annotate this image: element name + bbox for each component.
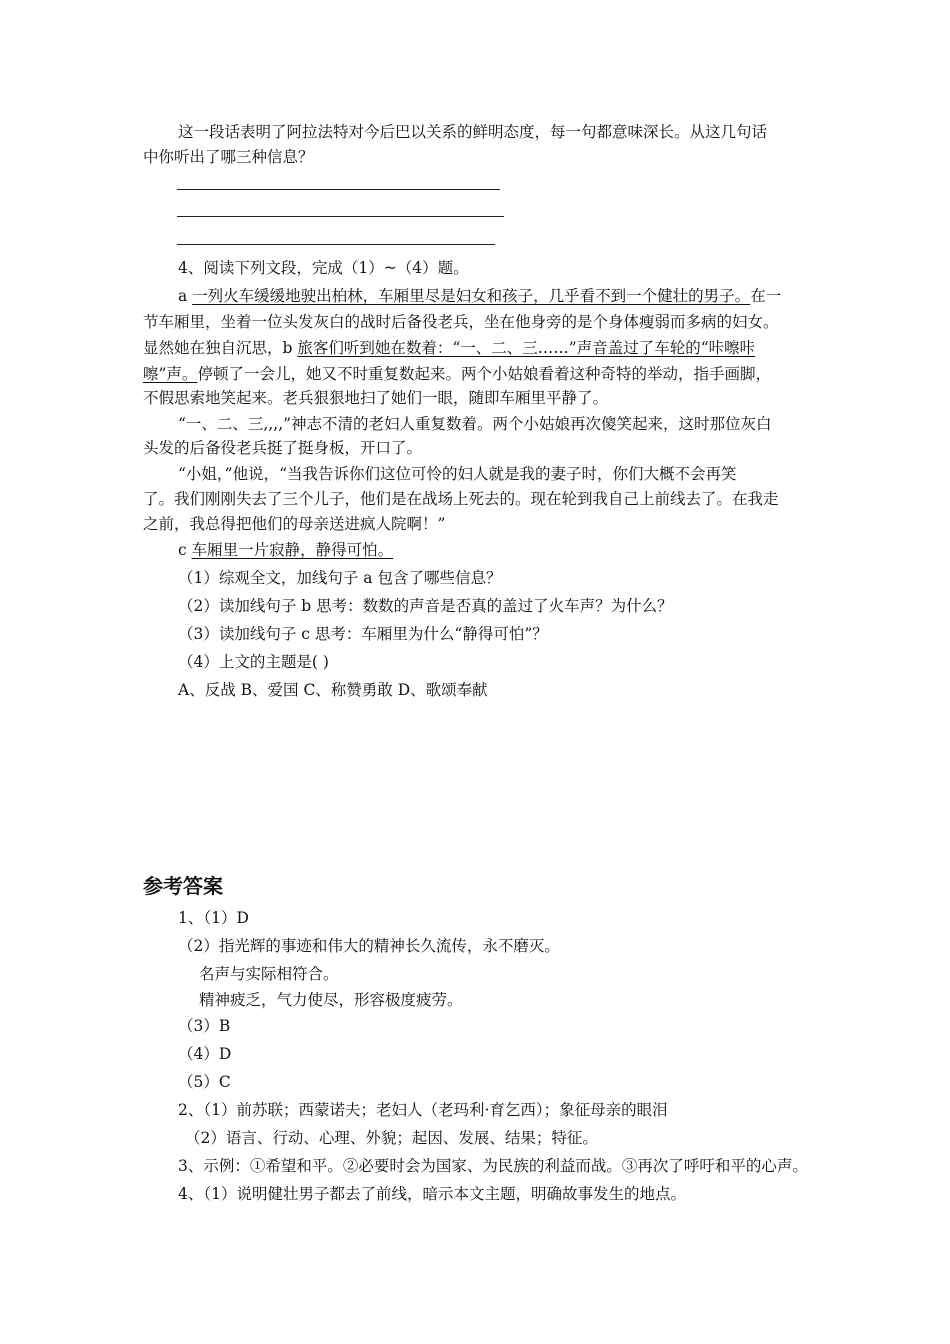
answer-blank-line-1 (177, 189, 500, 190)
answer-3: 3、示例：①希望和平。②必要时会为国家、为民族的利益而战。③再次了呼吁和平的心声。 (178, 1157, 808, 1175)
underlined-sentence-a: 一列火车缓缓地驶出柏林，车厢里尽是妇女和孩子，几乎看不到一个健壮的男子。 (192, 287, 751, 305)
passage-p1-line3 (143, 336, 755, 361)
sub-question-2: （2）读加线句子 b 思考：数数的声音是否真的盖过了火车声？为什么？ (178, 597, 673, 615)
answers-title: 参考答案 (143, 874, 223, 898)
passage-text: 显然她在独自沉思， (143, 339, 283, 357)
answer-1-5: （5）C (178, 1073, 231, 1091)
passage-p3-line2: 了。我们刚刚失去了三个儿子，他们是在战场上死去的。现在轮到我自己上前线去了。在我走 (143, 490, 779, 508)
sub-question-3: （3）读加线句子 c 思考：车厢里为什么“静得可怕”？ (178, 625, 548, 643)
passage-text: 停顿了一会儿，她又不时重复数起来。两个小姑娘看着这种奇特的举动，指手画脚， (197, 365, 771, 383)
passage-c-line (178, 538, 393, 563)
underlined-sentence-c: 车厢里一片寂静，静得可怕。 (191, 541, 394, 559)
answer-4-1: 4、（1）说明健壮男子都去了前线，暗示本文主题，明确故事发生的地点。 (178, 1185, 686, 1203)
underlined-sentence-b-end: 嚓”声。 (143, 365, 198, 383)
answer-blank-line-2 (177, 216, 504, 217)
passage-p3-line1: “小姐，”他说，“当我告诉你们这位可怜的妇人就是我的妻子时，你们大概不会再笑 (178, 465, 737, 483)
answer-options: A、反战 B、爱国 C、称赞勇敢 D、歌颂奉献 (178, 681, 488, 699)
answer-1-2-b: 名声与实际相符合。 (199, 965, 339, 983)
passage-p2-line2: 头发的后备役老兵挺了挺身板，开口了。 (143, 439, 423, 457)
question3-prompt-line2: 中你听出了哪三种信息？ (143, 148, 314, 166)
question4-heading: 4、阅读下列文段，完成（1）~（4）题。 (178, 259, 469, 277)
sub-question-4: （4）上文的主题是( ) (178, 653, 329, 671)
answer-1-3: （3）B (178, 1017, 231, 1035)
passage-text: 在一 (750, 287, 782, 305)
passage-p1-line2: 节车厢里，坐着一位头发灰白的战时后备役老兵，坐在他身旁的是个身体瘦弱而多病的妇女。 (143, 313, 779, 331)
answer-2-2: （2）语言、行动、心理、外貌；起因、发展、结果；特征。 (185, 1129, 598, 1147)
marker-a: a (178, 287, 193, 305)
answer-blank-line-3 (177, 244, 495, 245)
underlined-sentence-b: 旅客们听到她在数着：“一、二、三……”声音盖过了车轮的“咔嚓咔 (297, 339, 756, 357)
answer-1-2-c: 精神疲乏，气力使尽，形容极度疲劳。 (199, 991, 463, 1009)
passage-p2-line1: “一、二、三,,,,”神志不清的老妇人重复数着。两个小姑娘再次傻笑起来，这时那位灰白 (178, 415, 772, 433)
passage-p1-line1 (178, 284, 781, 309)
marker-b: b (282, 339, 298, 357)
answer-2-1: 2、（1）前苏联；西蒙诺夫；老妇人（老玛利·育乞西）；象征母亲的眼泪 (178, 1101, 668, 1119)
sub-question-1: （1）综观全文，加线句子 a 包含了哪些信息？ (178, 569, 502, 587)
answer-1-4: （4）D (178, 1045, 232, 1063)
marker-c: c (178, 541, 192, 559)
passage-p3-line3: 之前，我总得把他们的母亲送进疯人院啊！” (143, 515, 446, 533)
passage-p1-line4 (143, 362, 771, 387)
passage-p1-line5: 不假思索地笑起来。老兵狠狠地扫了她们一眼，随即车厢里平静了。 (143, 389, 609, 407)
question3-prompt-line1: 这一段话表明了阿拉法特对今后巴以关系的鲜明态度，每一句都意味深长。从这几句话 (178, 123, 768, 141)
answer-1-2: （2）指光辉的事迹和伟大的精神长久流传，永不磨灭。 (178, 937, 560, 955)
answer-1-1: 1、（1）D (178, 909, 249, 927)
